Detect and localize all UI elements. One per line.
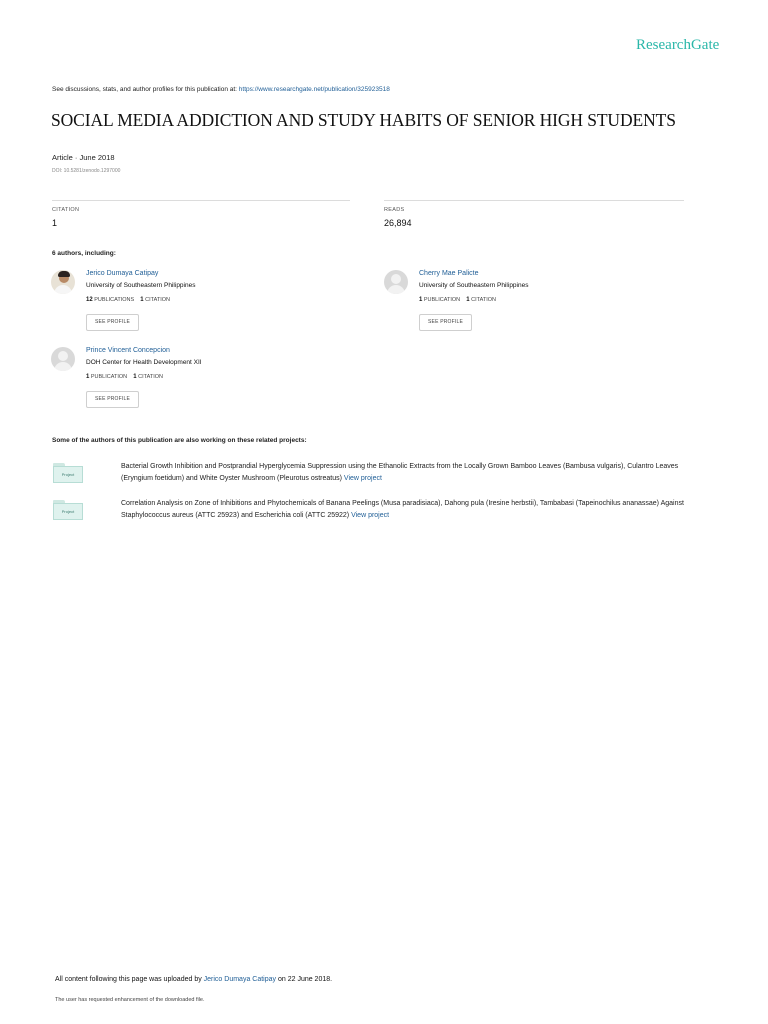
publications-label: PUBLICATION	[90, 374, 128, 380]
author-institution: University of Southeastern Philippines	[419, 282, 529, 289]
publications-count: 1	[419, 297, 423, 303]
publications-count: 12	[86, 297, 93, 303]
see-profile-button[interactable]: SEE PROFILE	[419, 314, 472, 331]
see-profile-button[interactable]: SEE PROFILE	[86, 314, 139, 331]
reads-label: READS	[384, 207, 405, 213]
project-description	[121, 498, 711, 522]
upload-prefix: All content following this page was uploaded by	[55, 976, 204, 983]
project-folder-icon[interactable]	[53, 463, 83, 483]
author-name[interactable]: Cherry Mae Palicte	[419, 270, 479, 277]
uploader-link[interactable]: Jerico Dumaya Catipay	[203, 976, 277, 983]
project-title: Correlation Analysis on Zone of Inhibitions and Phytochemicals of Banana Peelings (Musa paradisiaca), Dahong pula (Iresine herbstii), Tambabasi (Tapeinochilus ananassae) Against Staphylococcus aureus (ATTC 25923) and Escherichia coli (ATTC 25922)	[121, 500, 684, 519]
publication-url-link[interactable]: https://www.researchgate.net/publication/325923518	[238, 86, 390, 93]
author-institution: DOH Center for Health Development XII	[86, 359, 202, 366]
citations-count: 1	[133, 374, 137, 380]
author-stats	[86, 297, 170, 303]
view-project-link[interactable]: View project	[343, 475, 382, 482]
author-name[interactable]: Prince Vincent Concepcion	[86, 347, 170, 354]
citations-label: CITATION	[138, 374, 163, 380]
reads-count: 26,894	[384, 218, 412, 228]
author-avatar[interactable]	[51, 270, 75, 294]
project-description	[121, 461, 711, 485]
author-card	[51, 270, 351, 340]
doi-text: DOI: 10.5281/zenodo.1297000	[52, 168, 121, 174]
reads-divider	[384, 200, 684, 201]
project-folder-icon[interactable]	[53, 500, 83, 520]
disclaimer-text: See discussions, stats, and author profiles for this publication at:	[52, 86, 239, 93]
author-card	[384, 270, 684, 340]
related-projects-heading: Some of the authors of this publication are also working on these related projects:	[52, 437, 307, 444]
publication-title: SOCIAL MEDIA ADDICTION AND STUDY HABITS OF SENIOR HIGH STUDENTS	[51, 110, 676, 130]
citations-label: CITATION	[471, 297, 496, 303]
author-avatar-placeholder[interactable]	[384, 270, 408, 294]
citations-count: 1	[140, 297, 144, 303]
folder-label: Project	[61, 472, 75, 477]
author-avatar-placeholder[interactable]	[51, 347, 75, 371]
citation-label: CITATION	[52, 207, 80, 213]
see-profile-button[interactable]: SEE PROFILE	[86, 391, 139, 408]
author-card	[51, 347, 351, 417]
upload-suffix: on 22 June 2018.	[276, 976, 333, 983]
citation-divider	[52, 200, 350, 201]
citation-count: 1	[52, 218, 58, 228]
publications-count: 1	[86, 374, 90, 380]
citations-label: CITATION	[145, 297, 171, 303]
researchgate-logo[interactable]: ResearchGate	[636, 37, 720, 53]
folder-label: Project	[61, 509, 75, 514]
publications-label: PUBLICATIONS	[94, 297, 135, 303]
project-title: Bacterial Growth Inhibition and Postprandial Hyperglycemia Suppression using the Ethanolic Extracts from the Locally Grown Bamboo Leaves (Bambusa vulgaris), Culantro Leaves (Eryngium foetidum) and White Oyster Mushroom (Pleurotus ostreatus)	[121, 463, 679, 482]
citations-count: 1	[466, 297, 470, 303]
avatar-head	[58, 351, 68, 361]
author-institution: University of Southeastern Philippines	[86, 282, 196, 289]
authors-heading: 6 authors, including:	[52, 250, 116, 257]
avatar-hair	[58, 271, 70, 277]
avatar-body	[54, 362, 72, 371]
view-project-link[interactable]: View project	[351, 512, 390, 519]
article-meta: Article · June 2018	[52, 153, 115, 162]
author-stats	[419, 297, 496, 303]
upload-note	[55, 976, 332, 983]
avatar-head	[391, 274, 401, 284]
avatar-body	[387, 285, 405, 294]
author-name[interactable]: Jerico Dumaya Catipay	[86, 270, 159, 277]
publications-label: PUBLICATION	[423, 297, 461, 303]
avatar-body	[54, 285, 72, 294]
author-stats	[86, 374, 163, 380]
enhancement-note: The user has requested enhancement of the downloaded file.	[55, 997, 205, 1003]
disclaimer-line	[52, 86, 390, 93]
